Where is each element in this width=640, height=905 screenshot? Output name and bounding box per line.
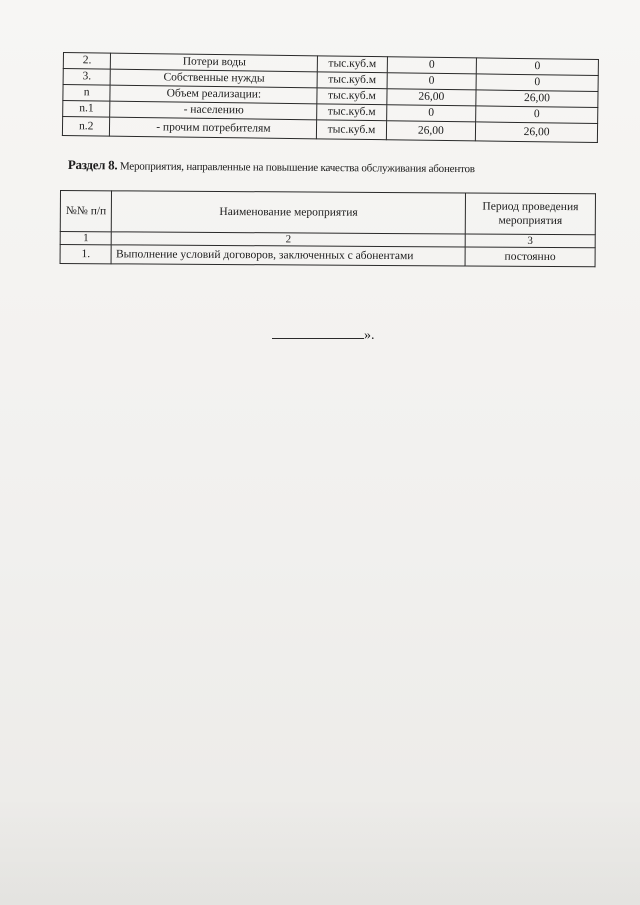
row-unit: тыс.куб.м [317,120,386,140]
row-name: Потери воды [111,53,318,72]
table-header-row [60,191,595,235]
row-value-2: 26,00 [476,90,598,108]
row-value-1: 0 [386,105,476,122]
signature-blank-line [272,324,364,339]
row-value-1: 0 [387,73,477,90]
section-label: Раздел 8. [67,157,118,173]
row-value-2: 0 [476,106,598,124]
row-unit: тыс.куб.м [317,88,386,105]
event-number: 1. [60,245,111,264]
row-number: n [63,85,111,102]
header-period: Период проведения мероприятия [465,193,595,235]
index-number: 1 [60,232,111,245]
row-number: 3. [63,69,111,86]
row-name: - населению [110,101,317,120]
index-period: 3 [465,234,595,248]
row-unit: тыс.куб.м [317,104,386,121]
row-unit: тыс.куб.м [317,72,386,89]
closing-line [272,324,375,344]
header-name: Наименование мероприятия [112,191,466,234]
water-balance-table [62,52,599,143]
row-value-2: 0 [476,58,598,76]
header-number: №№ п/п [60,191,112,232]
event-name: Выполнение условий договоров, заключенных с абонентами [111,245,465,266]
row-value-1: 26,00 [386,121,476,141]
row-unit: тыс.куб.м [318,56,387,73]
section-title: Мероприятия, направленные на повышение качества обслуживания абонентов [119,160,475,176]
table-row [60,245,595,267]
row-name: Объем реализации: [110,85,317,104]
row-value-2: 26,00 [476,122,598,143]
row-name: - прочим потребителям [110,117,317,139]
closing-suffix: ». [364,328,375,343]
row-value-1: 0 [387,57,477,74]
row-number: n.2 [62,117,110,137]
event-period: постоянно [465,247,595,267]
section-heading [68,157,588,177]
row-value-1: 26,00 [386,89,476,106]
row-name: Собственные нужды [111,69,318,88]
events-table [60,190,596,267]
row-number: 2. [63,53,111,70]
index-name: 2 [112,232,466,247]
row-value-2: 0 [476,74,598,92]
row-number: n.1 [63,101,111,118]
